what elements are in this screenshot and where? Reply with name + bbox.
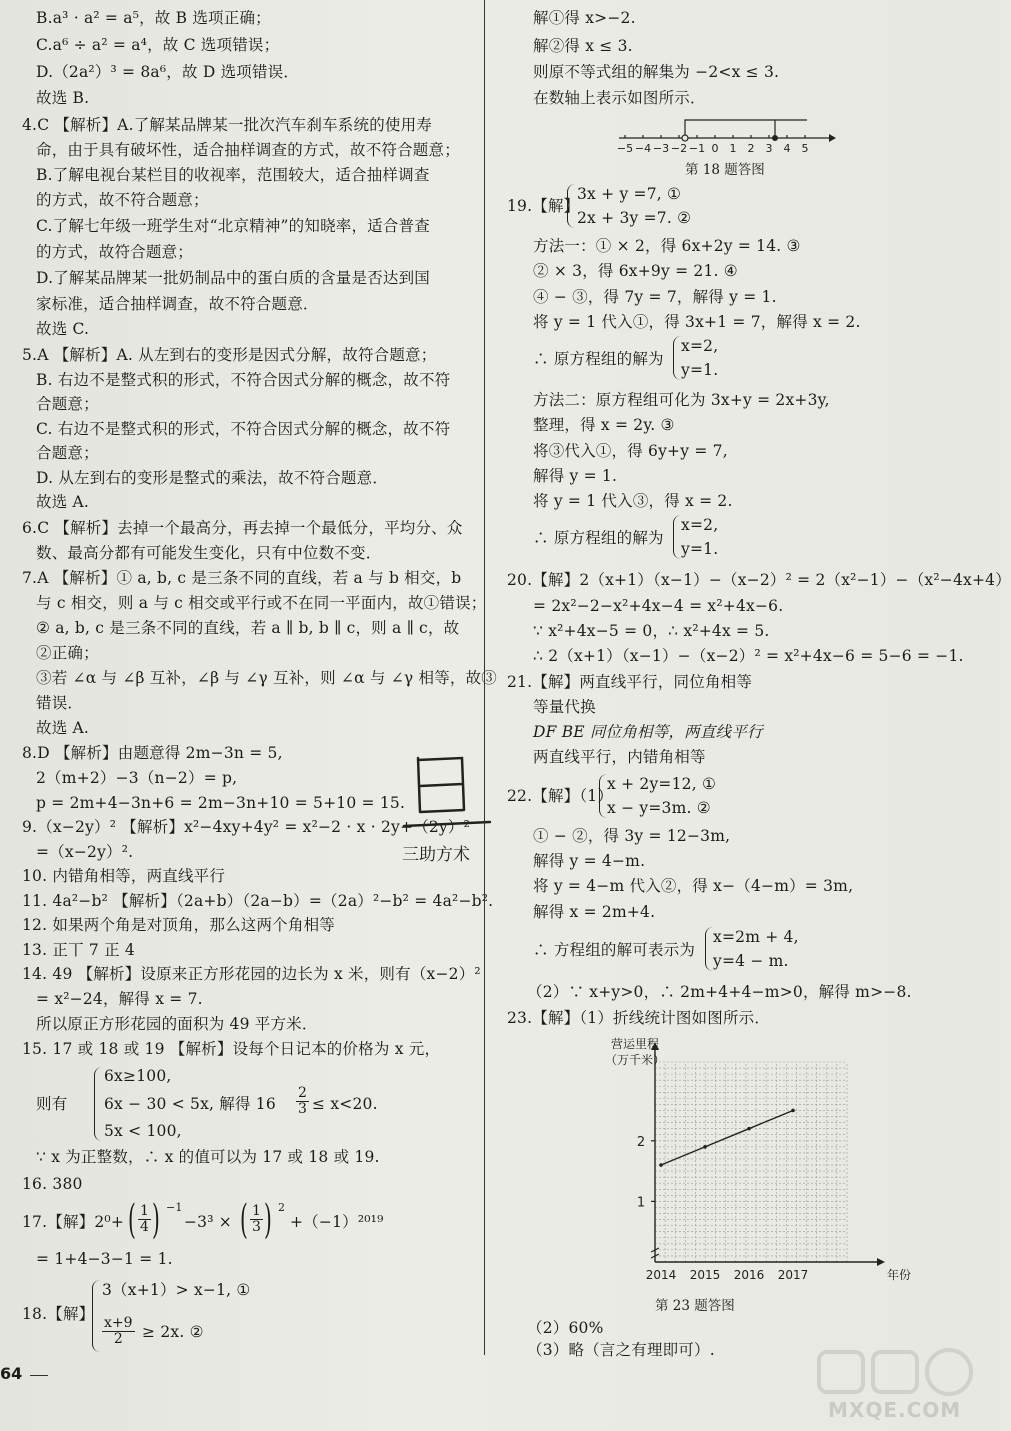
text-line: （2）60% (527, 1319, 604, 1337)
question-17-line: 17.【解】2⁰+ (22, 1213, 125, 1231)
fraction-numerator: 1 (252, 1203, 261, 1219)
system-brace (92, 1280, 100, 1352)
equation-line: 3x + y =7, ① (577, 185, 682, 203)
y-tick-label: 2 (636, 1134, 646, 1150)
figure-caption: 第 23 题答图 (655, 1298, 735, 1314)
text-line: 命，由于具有破坏性，适合抽样调查的方式，故不符合题意； (36, 141, 460, 159)
text-line: 整理，得 x = 2y. ③ (533, 416, 675, 434)
text-line: 故选 C. (36, 320, 90, 338)
text-line: 等量代换 (533, 698, 596, 716)
inequality-line: 3（x+1）> x−1, ① (102, 1281, 251, 1299)
figure-caption: 第 18 题答图 (685, 162, 765, 178)
solution-line: y=1. (681, 361, 719, 379)
x-axis-label: 年份 (886, 1268, 912, 1282)
y-axis-label-unit: （万千米） (604, 1053, 666, 1067)
line-chart (561, 1032, 912, 1292)
text-line: ③若 ∠α 与 ∠β 互补，∠β 与 ∠γ 互补，则 ∠α 与 ∠γ 相等，故③ (36, 669, 498, 687)
x-axis-arrow (877, 1258, 885, 1266)
text-line: 解①得 x>−2. (533, 9, 636, 27)
exponent: 2 (278, 1201, 286, 1214)
question-6-line: 6.C 【解析】去掉一个最高分，再去掉一个最低分，平均分、众 (22, 519, 463, 537)
text-line: ① − ②，得 3y = 12−3m, (533, 827, 731, 845)
text-line: ∴ 方程组的解可表示为 (533, 941, 696, 959)
text-line: （3）略（言之有理即可）. (527, 1341, 715, 1359)
question-19-line: 19.【解】 (507, 197, 580, 215)
handwriting-text: 三助方术 (402, 845, 470, 865)
fraction-denominator: 4 (140, 1219, 149, 1235)
solution-line: x=2m + 4, (713, 928, 799, 946)
text-line: B. 右边不是整式积的形式，不符合因式分解的概念，故不符 (36, 371, 451, 389)
text-line: = 1+4−3−1 = 1. (36, 1250, 173, 1268)
text-line: 则有 (36, 1095, 68, 1113)
inequality-line: 5x < 100, (104, 1122, 182, 1140)
fraction (296, 1086, 309, 1117)
question-12-line: 12. 如果两个角是对顶角，那么这两个角相等 (22, 916, 335, 934)
text-line: ∵ x²+4x−5 = 0，∴ x²+4x = 5. (533, 622, 770, 640)
x-tick-label: 2017 (777, 1268, 809, 1282)
number-line-label: 5 (801, 142, 809, 155)
question-13-line: 13. 正丅 7 正 4 (22, 941, 135, 959)
number-line-label: 2 (747, 142, 755, 155)
equation-line: 2x + 3y =7. ② (577, 209, 692, 227)
text-line: DF BE 同位角相等，两直线平行 (533, 723, 763, 741)
fraction (138, 1204, 151, 1235)
page-number: 64 (0, 1364, 23, 1383)
fraction-numerator: x+9 (104, 1315, 133, 1331)
text-line: ∴ 原方程组的解为 (533, 529, 664, 547)
text-line: 的方式，故符合题意； (36, 243, 194, 261)
text-line: ②正确； (36, 644, 99, 662)
solution-line: x=2, (681, 337, 719, 355)
text-line: ≤ x<20. (312, 1095, 378, 1113)
number-line-label: −4 (634, 142, 652, 155)
number-line-label: −3 (652, 142, 670, 155)
number-line-label: 4 (783, 142, 791, 155)
system-brace (599, 774, 607, 818)
question-7-line: 7.A 【解析】① a, b, c 是三条不同的直线，若 a 与 b 相交，b (22, 569, 462, 587)
question-15-line: 15. 17 或 18 或 19 【解析】设每个日记本的价格为 x 元， (22, 1040, 441, 1058)
number-line-figure (617, 112, 837, 156)
data-point (791, 1109, 795, 1113)
text-line: 家标准，适合抽样调查，故不符合题意． (36, 295, 319, 313)
paren-open: ( (128, 1197, 136, 1243)
question-5-line: 5.A 【解析】A. 从左到右的变形是因式分解，故符合题意； (22, 346, 437, 364)
text-line: 2（m+2）−3（n−2）= p, (36, 769, 238, 787)
text-line: 将 y = 4−m 代入②，得 x−（4−m）= 3m, (533, 877, 854, 895)
solution-line: x=2, (681, 516, 719, 534)
text-line: 方法一：① × 2，得 6x+2y = 14. ③ (533, 237, 801, 255)
inequality-line: 6x − 30 < 5x, 解得 16 (104, 1095, 276, 1113)
number-line-label: 0 (711, 142, 719, 155)
fraction-numerator: 2 (298, 1085, 307, 1101)
footer-dash (30, 1375, 48, 1376)
exponent: −1 (166, 1201, 183, 1214)
text-line: ② × 3，得 6x+9y = 21. ④ (533, 262, 738, 280)
text-line: ∴ 2（x+1）（x−1）−（x−2）² = x²+4x−6 = 5−6 = −1. (533, 647, 964, 665)
text-line: 的方式，故不符合题意； (36, 191, 209, 209)
text-line: （2）∵ x+y>0，∴ 2m+4+4−m>0，解得 m>−8. (527, 983, 912, 1001)
text-line: p = 2m+4−3n+6 = 2m−3n+10 = 5+10 = 15. (36, 794, 406, 812)
text-line: D. 从左到右的变形是整式的乘法，故不符合题意． (36, 469, 389, 487)
text-line: ∵ x 为正整数，∴ x 的值可以为 17 或 18 或 19. (36, 1148, 380, 1166)
inequality-line: 6x≥100, (104, 1067, 172, 1085)
text-line: 数、最高分都有可能发生变化，只有中位数不变． (36, 544, 382, 562)
text-line: 所以原正方形花园的面积为 49 平方米． (36, 1015, 318, 1033)
text-line: 错误． (36, 694, 84, 712)
inequality-line: ≥ 2x. ② (142, 1323, 204, 1341)
text-line: 与 c 相交，则 a 与 c 相交或平行或不在同一平面内，故①错误； (36, 594, 487, 612)
question-14-line: 14. 49 【解析】设原来正方形花园的边长为 x 米，则有（x−2）² (22, 965, 481, 983)
question-8-line: 8.D 【解析】由题意得 2m−3n = 5, (22, 744, 283, 762)
text-line: 解得 y = 4−m. (533, 852, 646, 870)
series-line (661, 1110, 793, 1165)
text-line: 合题意； (36, 444, 99, 462)
text-line: 将③代入①，得 6y+y = 7, (533, 442, 728, 460)
solution-line: y=4 − m. (713, 952, 789, 970)
column-divider (484, 0, 485, 1355)
equation-line: x − y=3m. ② (607, 799, 711, 817)
number-line-label: −2 (670, 142, 688, 155)
y-axis-label: 营运里程 (610, 1037, 660, 1051)
text-line: ② a, b, c 是三条不同的直线，若 a ∥ b, b ∥ c，则 a ∥ c，故 (36, 619, 460, 637)
watermark-text: MXQE.COM (828, 1398, 962, 1422)
text-line: 故选 A. (36, 719, 90, 737)
text-line: 将 y = 1 代入①，得 3x+1 = 7，解得 x = 2. (533, 313, 861, 331)
fraction-numerator: 1 (140, 1203, 149, 1219)
text-line: = x²−24，解得 x = 7. (36, 990, 203, 1008)
text-line: C.a⁶ ÷ a² = a⁴，故 C 选项错误； (36, 36, 280, 54)
number-line-label: 1 (729, 142, 737, 155)
fraction-denominator: 2 (113, 1331, 123, 1347)
data-point (747, 1127, 751, 1131)
paren-close: ) (152, 1197, 160, 1243)
text-line: 故选 A. (36, 493, 90, 511)
open-endpoint (682, 135, 688, 141)
question-20-line: 20.【解】2（x+1）（x−1）−（x−2）² = 2（x²−1）−（x²−4x+4） (507, 571, 1011, 589)
x-tick-label: 2015 (689, 1268, 721, 1282)
paren-open: ( (240, 1197, 248, 1243)
text-line: ④ − ③，得 7y = 7，解得 y = 1. (533, 288, 777, 306)
text-line: 方法二：原方程组可化为 3x+y = 2x+3y, (533, 391, 830, 409)
text-line: 则原不等式组的解集为 −2<x ≤ 3. (533, 63, 780, 81)
text-line: 解得 y = 1. (533, 467, 618, 485)
equation-line: x + 2y=12, ① (607, 775, 717, 793)
text-line: ∴ 原方程组的解为 (533, 350, 664, 368)
text-line: D.了解某品牌某一批奶制品中的蛋白质的含量是否达到国 (36, 269, 431, 287)
text-line: −3³ × (184, 1213, 232, 1231)
solution-line: y=1. (681, 540, 719, 558)
fraction (250, 1204, 263, 1235)
paren-close: ) (264, 1197, 272, 1243)
text-line: B.了解电视台某栏目的收视率，范围较大，适合抽样调查 (36, 166, 430, 184)
data-point (703, 1145, 707, 1149)
text-line: D.（2a²）³ = 8a⁶，故 D 选项错误． (36, 63, 300, 81)
text-line: =（x−2y）². (36, 843, 134, 861)
data-point (659, 1163, 663, 1167)
y-tick-label: 1 (636, 1195, 646, 1211)
x-tick-label: 2014 (645, 1268, 677, 1282)
number-line-label: 3 (765, 142, 773, 155)
question-18-line: 18.【解】 (22, 1305, 95, 1323)
text-line: 解得 x = 2m+4. (533, 903, 656, 921)
handwriting-scribble (398, 750, 508, 870)
text-line: +（−1）²⁰¹⁹ (290, 1213, 384, 1231)
question-9-line: 9.（x−2y）² 【解析】x²−4xy+4y² = x²−2 · x · 2y+（2y）² (22, 818, 470, 836)
fraction-denominator: 3 (252, 1219, 261, 1235)
text-line: = 2x²−2−x²+4x−4 = x²+4x−6. (533, 597, 784, 615)
x-tick-label: 2016 (733, 1268, 765, 1282)
system-brace (673, 336, 681, 380)
question-21-line: 21.【解】两直线平行，同位角相等 (507, 673, 753, 691)
text-line: 两直线平行，内错角相等 (533, 748, 706, 766)
number-line-label: −5 (616, 142, 634, 155)
text-line: 故选 B. (36, 89, 90, 107)
text-line: 解②得 x ≤ 3. (533, 37, 633, 55)
text-line: 将 y = 1 代入③，得 x = 2. (533, 492, 733, 510)
question-4-line: 4.C 【解析】A.了解某品牌某一批次汽车刹车系统的使用寿 (22, 116, 432, 134)
fraction-denominator: 3 (298, 1101, 307, 1117)
question-16-line: 16. 380 (22, 1175, 83, 1193)
fraction (102, 1316, 135, 1347)
question-11-line: 11. 4a²−b² 【解析】（2a+b）（2a−b）=（2a）²−b² = 4a²−b². (22, 892, 494, 910)
text-line: 合题意； (36, 395, 99, 413)
text-line: B.a³ · a² = a⁵，故 B 选项正确； (36, 9, 271, 27)
question-23-line: 23.【解】（1）折线统计图如图所示． (507, 1009, 771, 1027)
system-brace (567, 184, 575, 228)
text-line: C. 右边不是整式积的形式，不符合因式分解的概念，故不符 (36, 420, 451, 438)
number-line-label: −1 (688, 142, 706, 155)
system-brace (673, 515, 681, 559)
text-line: C.了解七年级一班学生对“北京精神”的知晓率，适合普查 (36, 217, 430, 235)
question-10-line: 10. 内错角相等，两直线平行 (22, 867, 226, 885)
system-brace (705, 927, 713, 971)
system-brace (94, 1067, 102, 1141)
closed-endpoint (772, 135, 778, 141)
question-22-line: 22.【解】（1） (507, 787, 614, 805)
text-line: 在数轴上表示如图所示． (533, 89, 706, 107)
